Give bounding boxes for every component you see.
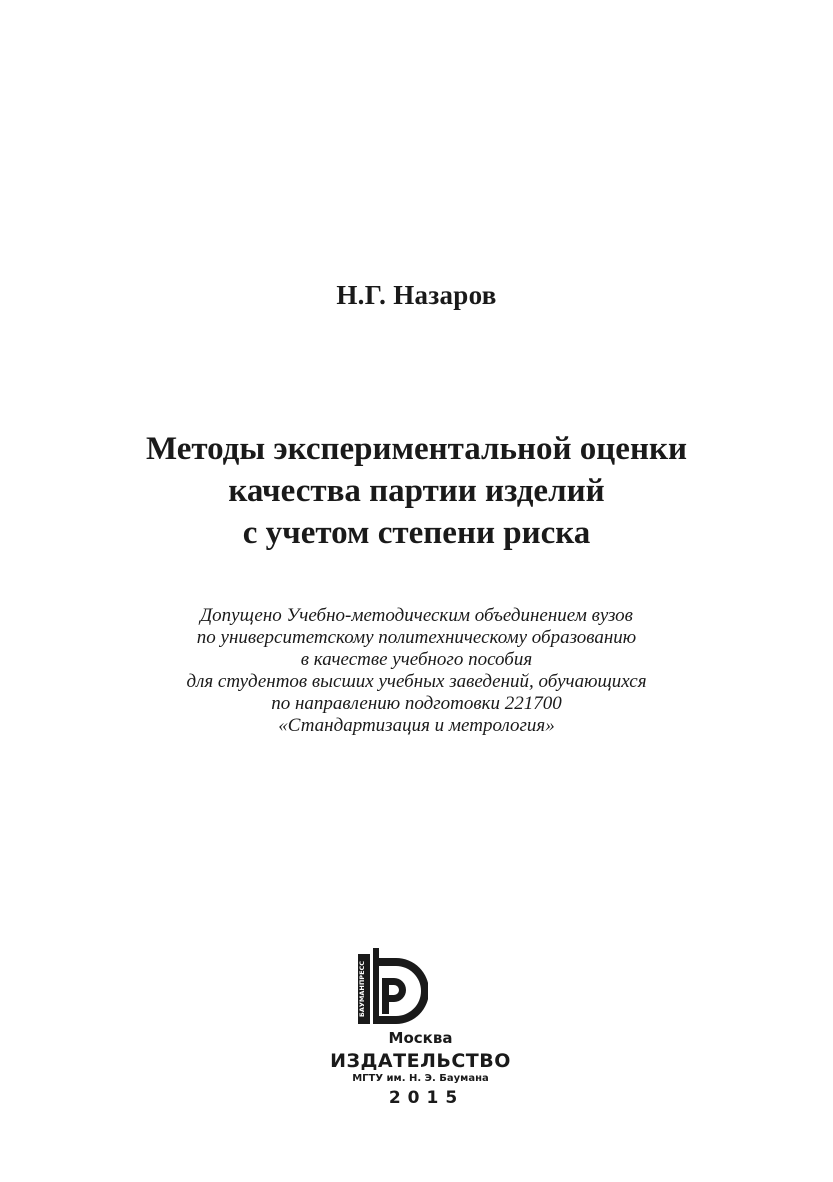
book-title	[0, 428, 833, 554]
approval-line-5: по направлению подготовки 221700	[271, 693, 562, 714]
title-line-3: с учетом степени риска	[242, 515, 591, 551]
author: Н.Г. Назаров	[336, 280, 497, 310]
approval-line-2: по университетскому политехническому образованию	[196, 627, 637, 648]
logo-vertical-text: БАУМАНПРЕСС	[358, 960, 366, 1018]
title-line-1: Методы экспериментальной оценки	[145, 431, 687, 467]
publication-year: 2015	[388, 1088, 465, 1108]
publisher-university: МГТУ им. Н. Э. Баумана	[352, 1073, 489, 1084]
approval-note	[0, 605, 833, 737]
title-line-2: качества партии изделий	[228, 473, 605, 509]
approval-line-3: в качестве учебного пособия	[300, 649, 533, 670]
approval-line-1: Допущено Учебно-методическим объединением вузов	[200, 605, 633, 626]
publisher-house: ИЗДАТЕЛЬСТВО	[330, 1050, 511, 1072]
approval-line-6: «Стандартизация и метрология»	[278, 715, 555, 736]
publisher-logo-icon	[358, 948, 428, 1028]
publisher-logo	[358, 948, 428, 1028]
approval-line-4: для студентов высших учебных заведений, обучающихся	[186, 671, 647, 692]
publisher-city: Москва	[388, 1029, 453, 1047]
